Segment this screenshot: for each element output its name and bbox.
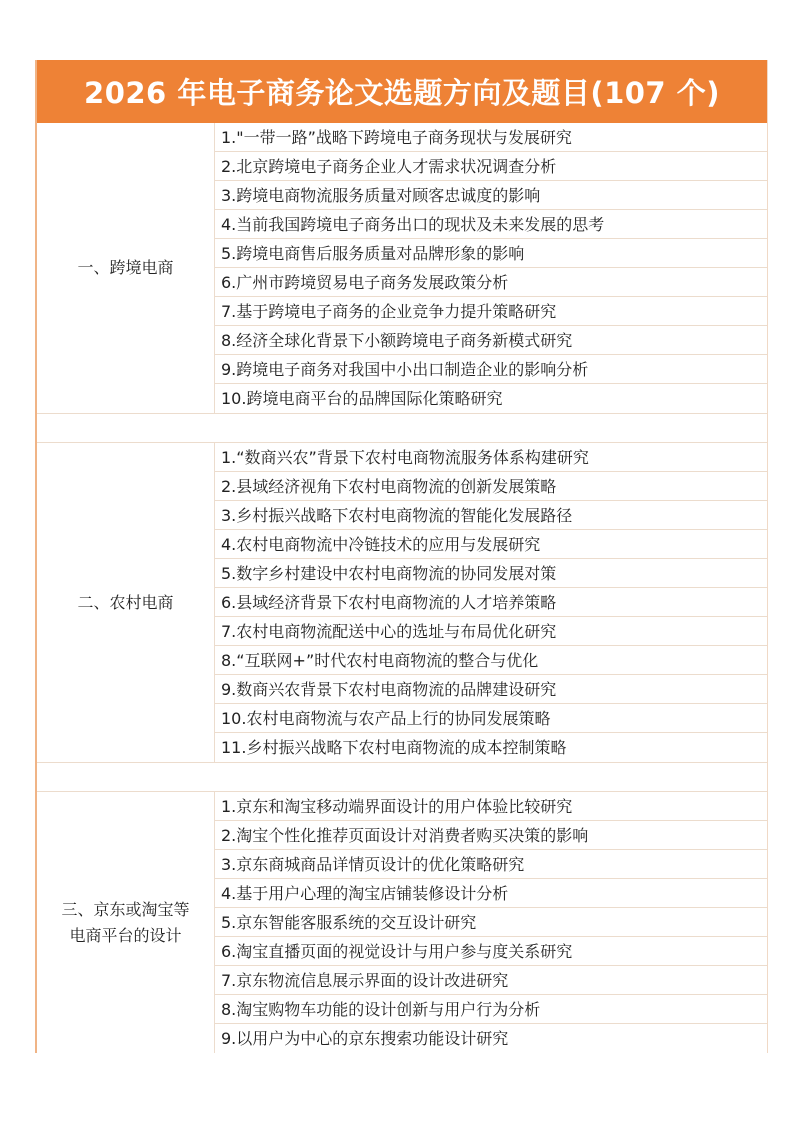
topic-item: 9.数商兴农背景下农村电商物流的品牌建设研究 [215, 675, 767, 704]
topic-item: 1.“数商兴农”背景下农村电商物流服务体系构建研究 [215, 443, 767, 472]
topic-item: 4.当前我国跨境电子商务出口的现状及未来发展的思考 [215, 210, 767, 239]
topic-item: 5.京东智能客服系统的交互设计研究 [215, 908, 767, 937]
document-title: 2026 年电子商务论文选题方向及题目(107 个) [37, 60, 767, 123]
topic-item: 10.农村电商物流与农产品上行的协同发展策略 [215, 704, 767, 733]
topic-item: 9.跨境电子商务对我国中小出口制造企业的影响分析 [215, 355, 767, 384]
topic-item: 8.“互联网+”时代农村电商物流的整合与优化 [215, 646, 767, 675]
topics-table [35, 60, 768, 1053]
category-label: 二、农村电商 [37, 443, 215, 762]
topic-item: 1."一带一路”战略下跨境电子商务现状与发展研究 [215, 123, 767, 152]
topic-item: 2.北京跨境电子商务企业人才需求状况调查分析 [215, 152, 767, 181]
topic-item: 7.基于跨境电子商务的企业竞争力提升策略研究 [215, 297, 767, 326]
topic-item: 8.淘宝购物车功能的设计创新与用户行为分析 [215, 995, 767, 1024]
topic-item: 3.京东商城商品详情页设计的优化策略研究 [215, 850, 767, 879]
topic-item: 6.广州市跨境贸易电子商务发展政策分析 [215, 268, 767, 297]
topic-item: 9.以用户为中心的京东搜索功能设计研究 [221, 1029, 509, 1048]
category-label [37, 792, 215, 1053]
topic-item: 4.基于用户心理的淘宝店铺装修设计分析 [215, 879, 767, 908]
category-label: 一、跨境电商 [37, 123, 215, 413]
topic-item: 10.跨境电商平台的品牌国际化策略研究 [221, 389, 503, 408]
topic-item: 5.跨境电商售后服务质量对品牌形象的影响 [215, 239, 767, 268]
section-rural [37, 443, 767, 763]
topic-item: 6.淘宝直播页面的视觉设计与用户参与度关系研究 [215, 937, 767, 966]
topic-item: 6.县域经济背景下农村电商物流的人才培养策略 [215, 588, 767, 617]
topic-item: 4.农村电商物流中冷链技术的应用与发展研究 [215, 530, 767, 559]
topic-item: 2.县域经济视角下农村电商物流的创新发展策略 [215, 472, 767, 501]
spacer-row [37, 414, 767, 443]
topic-item: 2.淘宝个性化推荐页面设计对消费者购买决策的影响 [215, 821, 767, 850]
category-label-line1: 三、京东或淘宝等 [61, 899, 190, 919]
spacer-row [37, 763, 767, 792]
topic-item: 7.京东物流信息展示界面的设计改进研究 [215, 966, 767, 995]
topic-item: 7.农村电商物流配送中心的选址与布局优化研究 [215, 617, 767, 646]
category-label-line2: 电商平台的设计 [69, 925, 182, 945]
topic-list [215, 443, 767, 762]
topic-list [215, 123, 767, 413]
topic-item: 1.京东和淘宝移动端界面设计的用户体验比较研究 [215, 792, 767, 821]
section-cross-border [37, 123, 767, 414]
section-platform-design [37, 792, 767, 1053]
topic-item: 3.乡村振兴战略下农村电商物流的智能化发展路径 [215, 501, 767, 530]
topic-item: 8.经济全球化背景下小额跨境电子商务新模式研究 [215, 326, 767, 355]
topic-item: 5.数字乡村建设中农村电商物流的协同发展对策 [215, 559, 767, 588]
topic-item: 11.乡村振兴战略下农村电商物流的成本控制策略 [221, 738, 567, 757]
topic-list [215, 792, 767, 1053]
topic-item: 3.跨境电商物流服务质量对顾客忠诚度的影响 [215, 181, 767, 210]
